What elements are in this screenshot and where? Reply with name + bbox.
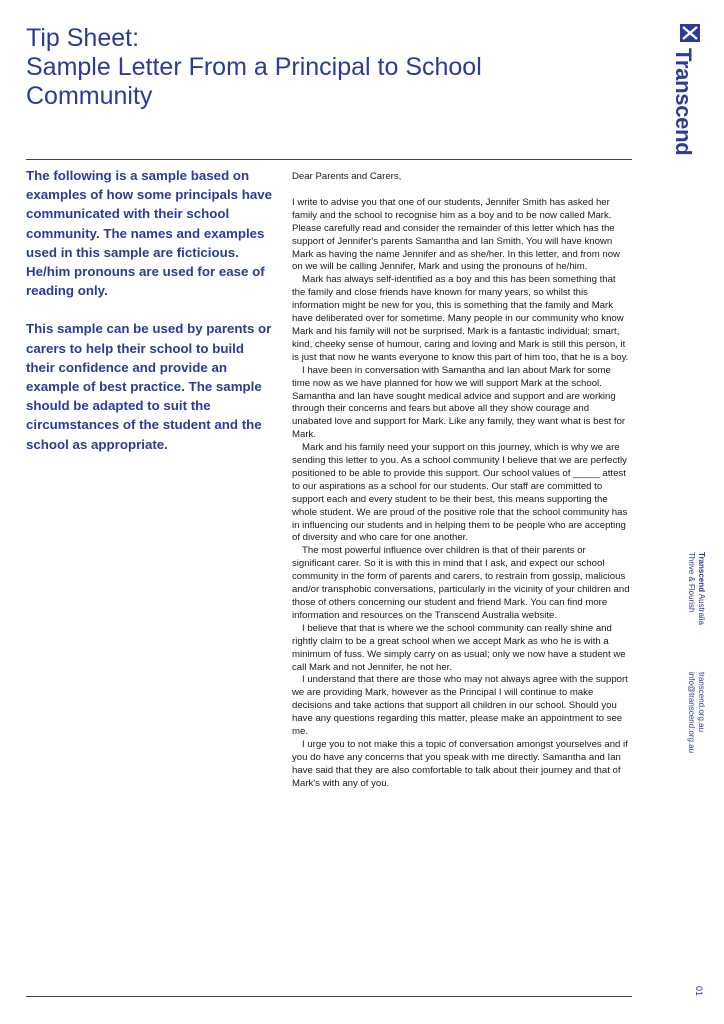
website-link[interactable]: transcend.org.au	[697, 672, 706, 733]
letter-paragraph: I understand that there are those who may not always agree with the support we are providing Mark, however as the Principal I will continue to make decisions and take actions that support all children in our school. Should you have any questions regarding this matter, please make an appointment to see me.	[292, 674, 628, 738]
intro-column	[26, 166, 274, 473]
title-line-2: Sample Letter From a Principal to School	[26, 53, 482, 81]
letter-paragraph: Mark has always self-identified as a boy and this has been something that the family and close friends have known for many years, so whilst this information might be new for you, this is something that the family and Mark have deliberated over for sometime. Many people in our community who know Mark and his family will not be surprised. Mark is a fantastic individual; smart, kind, cheeky sense of humour, caring and loving and Mark is still this person, it is just that now he wants everyone to know this part of him too, that he is a boy.	[292, 274, 629, 363]
letter-greeting: Dear Parents and Carers,	[292, 171, 402, 182]
intro-paragraph-2: This sample can be used by parents or carers to help their school to build their confidence and provide an example of best practice. The sample should be adapted to suit the circumstances of the student and the school as appropriate.	[26, 321, 272, 452]
title-line-1: Tip Sheet:	[26, 24, 140, 52]
page-number: 01	[694, 986, 704, 997]
letter-paragraph: I believe that that is where we the school community can really shine and rightly claim to be a great school when we accept Mark as who he is with a minimum of fuss. We simply carry on as usual; only we now have a student we call Mark and not Jennifer, he not her.	[292, 622, 626, 673]
org-name-bold: Transcend	[697, 552, 706, 593]
org-name-block	[686, 552, 706, 625]
transcend-logo-icon	[680, 24, 700, 42]
intro-paragraph-1: The following is a sample based on examples of how some principals have communicated with their school community. The names and examples used in this sample are ficticious. He/him pronouns are used for ease of reading only.	[26, 168, 273, 299]
top-divider	[26, 159, 632, 160]
letter-paragraph: Mark and his family need your support on this journey, which is why we are sending this letter to you. As a school community I believe that we are perfectly positioned to be able to provide this support. Our school values of _____ attest to our aspirations as a school for our students. Our staff are committed to support each and every student to be their best, this means supporting the whole student. We are proud of the positive role that the school community has in influencing our students and in helping them to be people who are accepting of diversity and who care for one another.	[292, 442, 628, 544]
letter-paragraph: I write to advise you that one of our students, Jennifer Smith has asked her family and the school to recognise him as a boy and to be now called Mark. Please carefully read and consider the remainder of this letter which has the support of Jennifer's parents Samantha and Ian Smith. You will have known Mark as having the name Jennifer and as she/her. In this letter, and from now on we will be calling Jennifer, Mark and using the pronouns of he/him.	[292, 196, 620, 273]
email-link[interactable]: info@transcend.org.au	[687, 672, 696, 754]
bottom-divider	[26, 996, 632, 997]
brand-wordmark: Transcend	[671, 48, 696, 156]
page-title	[26, 24, 626, 111]
title-line-3: Community	[26, 82, 153, 110]
org-tagline: Thrive & Flourish	[687, 552, 696, 613]
letter-paragraph: The most powerful influence over children is that of their parents or significant carer. So it is with this in mind that I ask, and expect our school community in the form of parents and carers, to restrain from gossip, malicious and/or transphobic conversations, particularly in the vicinity of your children and those of others concerning our student and friend Mark. You can find more information and resources on the Transcend Australia website.	[292, 545, 630, 621]
letter-paragraph: I have been in conversation with Samantha and Ian about Mark for some time now as we have planned for how we will support Mark at the school. Samantha and Ian have sought medical advice and support and are working through their concerns and fears but above all they show courage and unabated love and support for Mark. Like any family, they want what is best for Mark.	[292, 364, 626, 441]
contact-block	[686, 672, 706, 753]
org-name-rest: Australia	[697, 592, 706, 625]
letter-paragraph: I urge you to not make this a topic of conversation amongst yourselves and if you do have any concerns that you speak with me directly. Samantha and Ian have said that they are also comfortable to talk about their journey and that of Mark's with any of you.	[292, 738, 628, 789]
letter-body	[292, 171, 630, 791]
